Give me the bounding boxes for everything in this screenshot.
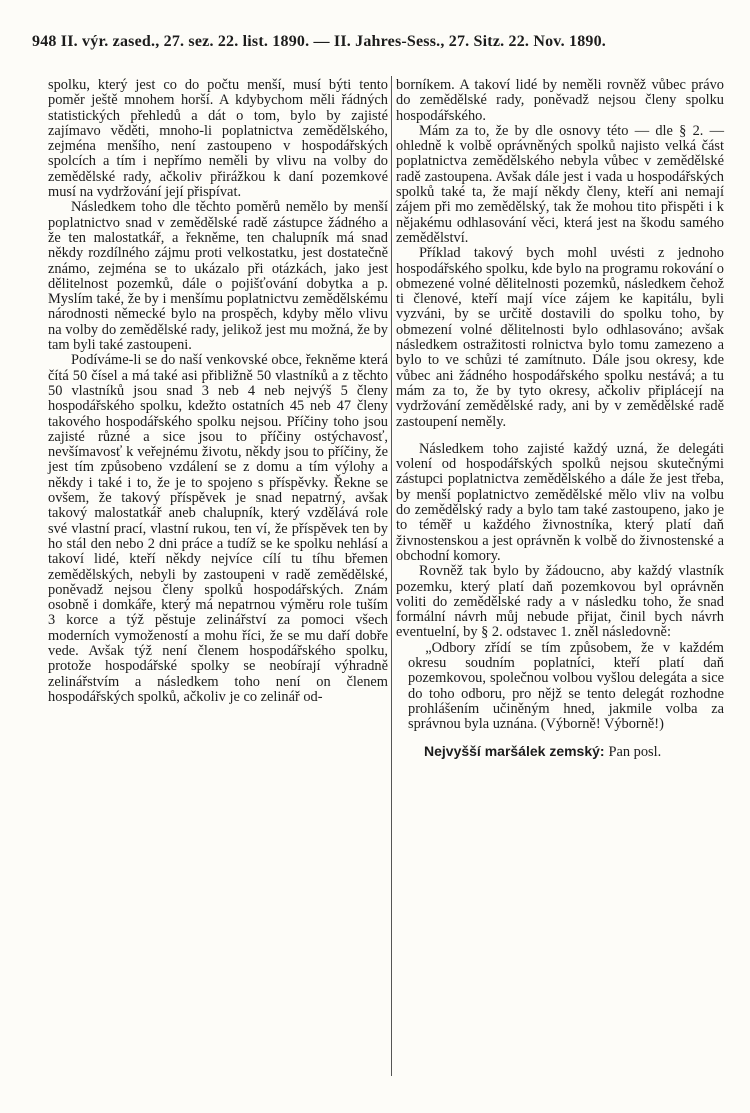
paragraph: Mám za to, že by dle osnovy této — dle § 2. — ohledně k volbě oprávněných spolků najisto velká část poplatnictva zemědělského nebyla vůbec v zemědělské radě zastoupena. Avšak dále jest i vada u hospodářských spolků také ta, že mají někdy členy, kteří ani nemají zájem při mo zemědělský, tak že mohou tito přispěti i k nějakému odhlasování věci, která jest na škodu samého zemědělství. <box>396 122 724 246</box>
page-header: 948 II. výr. zased., 27. sez. 22. list. 1890. — II. Jahres-Sess., 27. Sitz. 22. Nov. 1890. <box>32 33 607 50</box>
quoted-proposal: „Odbory zřídí se tím způsobem, že v každém okresu soudním poplatníci, kteří platí daň pozemkovou, společnou volbou vyšlou delegáta a sice do toho odboru, pro nějž se tento delegát rozhodne prohlášením učiněným hned, jakmile volba za správnou byla uznána. (Výborně! Výborně!) <box>408 639 724 733</box>
column-divider <box>391 76 392 1076</box>
paragraph: Rovněž tak bylo by žádoucno, aby každý vlastník pozemku, který platí daň pozemkovou byl oprávněn voliti do zemědělské rady a v následku toho, že snad formální návrh můj nebude přijat, činil bych návrh eventuelní, by § 2. odstavec 1. zněl následovně: <box>396 563 724 641</box>
paragraph: Následkem toho zajisté každý uzná, že delegáti volení od hospodářských spolků nejsou skutečnými zástupci poplatnictva zemědělského a dále že jest třeba, by menší poplatnictvo zemědělské mělo vliv na volbu do zemědělský rady a bylo tam také zastoupeno, jako je to téměř u každého živnostníka, který platí daň živnostenskou a jest oprávněn k volbě do živnostenské a obchodní komory. <box>396 440 724 564</box>
left-column <box>48 78 388 705</box>
right-column <box>396 78 724 761</box>
paragraph: borníkem. A takoví lidé by neměli rovněž vůbec právo do zemědělské rady, poněvadž nejsou členy spolku hospodářského. <box>396 77 724 124</box>
paragraph: spolku, který jest co do počtu menší, musí býti tento poměr ještě mnohem horší. A kdybychom měli řádných statistických přehledů a dát o tom, bylo by zajisté zajímavo věděti, mnoho-li poplatnictva zemědělského, zejména menšího, není zastoupeno v hospodářských spolcích a tím i nepřímo neměli by vlivu na volby do zemědělské rady, ačkoliv přirážkou k daní pozemkové musí na vydržování její přispívat. <box>48 77 388 201</box>
paragraph: Následkem toho dle těchto poměrů nemělo by menší poplatnictvo snad v zemědělské radě zástupce žádného a že ten malostatkář, a řekněme, ten chalupník má snad někdy rozdílného zájmu proti velkostatku, jest dostatečně známo, zejména se to ukázalo při otázkách, jako jest dělitelnost pozemků, dále o pojišťování dobytka a p. Myslím také, že by i menšímu poplatnictvu zemědělskému národnosti německé bylo na prospěch, kdyby mělo vlivu na volby do zemědělské rady, jelikož jest mu možná, že by tam byli také zastoupeni. <box>48 199 388 354</box>
speaker-name: Nejvyšší maršálek zemský: <box>424 743 605 760</box>
paragraph: Příklad takový bych mohl uvésti z jednoho hospodářského spolku, kde bylo na programu rokování o obmezené volné dělitelnosti pozemků, následkem čehož ti členové, kteří mají více zájem ke kapitálu, byli vyzváni, by se určitě dostavili do spolku toho, by obmezení volné dělitelnosti bylo odhlasováno; avšak následkem ostražitosti rolnictva bylo tomu zamezeno a bylo to ve schůzi té zamítnuto. Dále jsou okresy, kde vůbec ani žádného hospodářského spolku nestává; a tu mám za to, že by tyto okresy, ačkoliv připlácejí na vydržování zemědělské rady, ani by v zemědělské radě zastoupení neměly. <box>396 245 724 430</box>
speaker-text: Pan posl. <box>608 744 662 761</box>
speaker-line <box>396 744 724 760</box>
paragraph: Podíváme-li se do naší venkovské obce, řekněme která čítá 50 čísel a má také asi přibližně 50 vlastníků a z těchto 50 vlastníků jsou snad 3 neb 4 neb nejvýš 5 členy hospodářského spolku, kdežto ostatních 45 neb 47 členy takového hospodářského spolku nejsou. Příčiny toho jsou zajisté různé a sice jsou to příčiny ostýchavosť, nevšímavosť k veřejnému životu, někdy jsou to příčiny, že jest tím způsobeno vzdálení se z domu a tím výlohy a někdy i také i to, že je to spojeno s příspěvky. Řekne se ovšem, že takový příspěvek je snad nepatrný, avšak takový malostatkář aneb chalupník, který vzdělává role své vlastní prací, vlastní rukou, ten ví, že příspěvek ten by ho stál den nebo 2 dni práce a tudíž se ke spolku nehlásí a takoví lidé, kteří někdy nejvíce cílí tu tíhu břemen zemědělských, nebyli by zastoupeni v radě zemědělské, poněvadž nejsou členy spolků hospodářských. Znám osobně i domkáře, který má nepatrnou výměru role tuším 3 korce a týž pěstuje zelinářství za pomoci všech moderních vymožeností a mohu říci, že se mu daří dobře vede. Avšak týž není členem hospodářského spolku, protože hospodářské spolky se neobírají výhradně zelinářstvím a následkem toho není on členem hospodářských spolků, ačkoliv je co zelinář od- <box>48 352 388 705</box>
